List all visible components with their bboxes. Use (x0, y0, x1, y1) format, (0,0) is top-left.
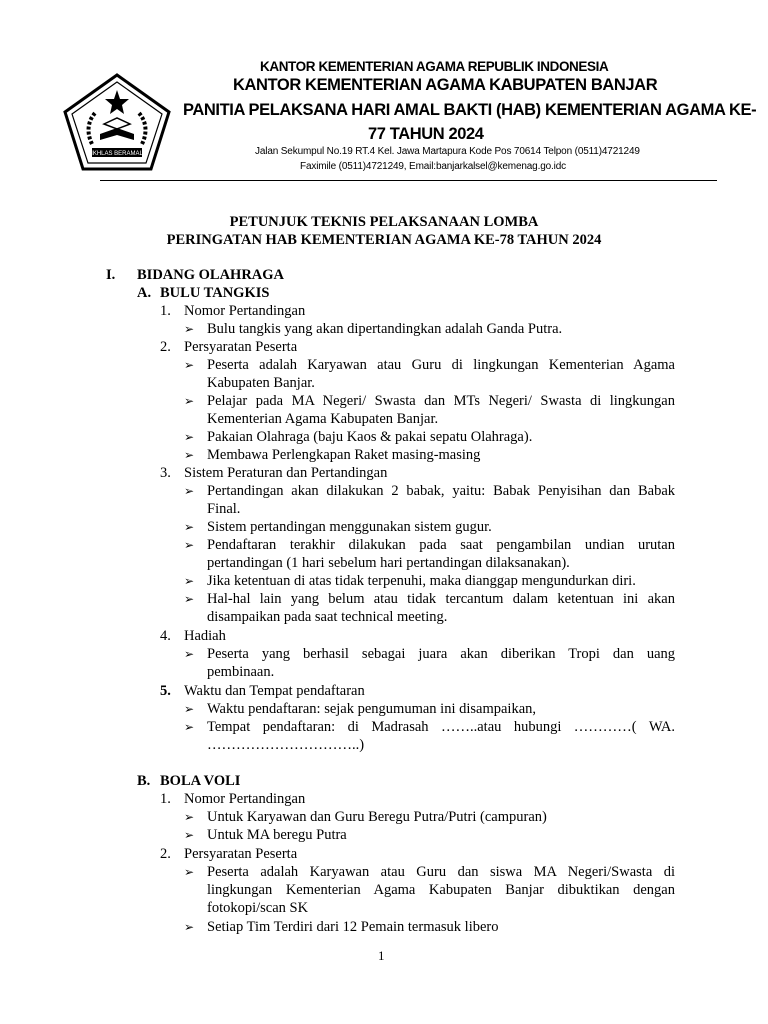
letterhead-divider (100, 180, 717, 181)
bullet-text-continued: Kabupaten Banjar. (207, 375, 315, 391)
bullet-text-continued: pembinaan. (207, 664, 275, 680)
bullet-text: Tempat pendaftaran: di Madrasah ……..atau hubungi …………( WA. (207, 719, 675, 735)
bullet-arrow-icon: ➢ (184, 574, 195, 588)
bullet-text: Peserta adalah Karyawan atau Guru di lingkungan Kementerian Agama (207, 357, 675, 373)
section-numeral: I. (106, 267, 116, 283)
bullet-text-continued: Final. (207, 501, 241, 517)
bullet-arrow-icon: ➢ (184, 538, 195, 552)
document-title-line-1: PETUNJUK TEKNIS PELAKSANAAN LOMBA (229, 214, 539, 230)
bullet-text: Jika ketentuan di atas tidak terpenuhi, maka dianggap mengundurkan diri. (207, 573, 636, 589)
kemenag-logo-icon (62, 72, 172, 172)
bullet-arrow-icon: ➢ (184, 520, 195, 534)
subsection-letter: A. (137, 285, 152, 301)
bullet-text: Peserta yang berhasil sebagai juara akan diberikan Tropi dan uang (207, 646, 675, 662)
letterhead-line-1: KANTOR KEMENTERIAN AGAMA REPUBLIK INDONESIA (260, 59, 609, 74)
bullet-text-continued: …………………………..) (207, 737, 365, 753)
bullet-arrow-icon: ➢ (184, 394, 195, 408)
item-label: Waktu dan Tempat pendaftaran (184, 683, 365, 699)
item-number: 1. (160, 303, 171, 319)
item-label: Persyaratan Peserta (184, 846, 298, 862)
bullet-arrow-icon: ➢ (184, 810, 195, 824)
item-label: Persyaratan Peserta (184, 339, 298, 355)
bullet-text: Pakaian Olahraga (baju Kaos & pakai sepatu Olahraga). (207, 429, 533, 445)
letterhead-line-4: 77 TAHUN 2024 (368, 125, 484, 143)
letterhead-address: Jalan Sekumpul No.19 RT.4 Kel. Jawa Martapura Kode Pos 70614 Telpon (0511)4721249 (255, 146, 640, 157)
bullet-text: Untuk MA beregu Putra (207, 827, 347, 843)
bullet-text: Bulu tangkis yang akan dipertandingkan adalah Ganda Putra. (207, 321, 563, 337)
bullet-text: Pendaftaran terakhir dilakukan pada saat pengambilan undian urutan (207, 537, 675, 553)
bullet-text-continued: lingkungan Kementerian Agama Kabupaten Banjar dibuktikan dengan (207, 882, 675, 898)
bullet-text-continued: Kementerian Agama Kabupaten Banjar. (207, 411, 439, 427)
letterhead-line-2: KANTOR KEMENTERIAN AGAMA KABUPATEN BANJAR (233, 76, 658, 94)
item-label: Nomor Pertandingan (184, 791, 306, 807)
letterhead-contact: Faximile (0511)4721249, Email:banjarkalsel@kemenag.go.idc (300, 161, 567, 172)
item-number: 5. (160, 683, 171, 699)
bullet-arrow-icon: ➢ (184, 358, 195, 372)
bullet-text: Sistem pertandingan menggunakan sistem gugur. (207, 519, 492, 535)
bullet-arrow-icon: ➢ (184, 484, 195, 498)
document-title-line-2: PERINGATAN HAB KEMENTERIAN AGAMA KE-78 TAHUN 2024 (166, 232, 602, 248)
item-label: Hadiah (184, 628, 226, 644)
item-number: 1. (160, 791, 171, 807)
bullet-text-continued: fotokopi/scan SK (207, 900, 309, 916)
bullet-arrow-icon: ➢ (184, 448, 195, 462)
bullet-arrow-icon: ➢ (184, 920, 195, 934)
bullet-text: Untuk Karyawan dan Guru Beregu Putra/Putri (campuran) (207, 809, 547, 825)
bullet-arrow-icon: ➢ (184, 647, 195, 661)
bullet-arrow-icon: ➢ (184, 828, 195, 842)
subsection-heading: BOLA VOLI (160, 773, 241, 789)
bullet-text-continued: disampaikan pada saat technical meeting. (207, 609, 448, 625)
item-label: Nomor Pertandingan (184, 303, 306, 319)
bullet-text-continued: pertandingan (1 hari sebelum hari pertandingan dilaksanakan). (207, 555, 570, 571)
bullet-arrow-icon: ➢ (184, 865, 195, 879)
item-number: 2. (160, 846, 171, 862)
item-number: 4. (160, 628, 171, 644)
item-number: 3. (160, 465, 171, 481)
bullet-arrow-icon: ➢ (184, 720, 195, 734)
bullet-text: Setiap Tim Terdiri dari 12 Pemain termasuk libero (207, 919, 499, 935)
bullet-arrow-icon: ➢ (184, 702, 195, 716)
section-heading: BIDANG OLAHRAGA (137, 267, 285, 283)
logo-motto: IKHLAS BERAMAL (91, 151, 143, 157)
bullet-text: Peserta adalah Karyawan atau Guru dan siswa MA Negeri/Swasta di (207, 864, 675, 880)
bullet-arrow-icon: ➢ (184, 430, 195, 444)
item-label: Sistem Peraturan dan Pertandingan (184, 465, 388, 481)
bullet-arrow-icon: ➢ (184, 592, 195, 606)
bullet-text: Pelajar pada MA Negeri/ Swasta dan MTs Negeri/ Swasta di lingkungan (207, 393, 675, 409)
letterhead-line-3: PANITIA PELAKSANA HARI AMAL BAKTI (HAB) KEMENTERIAN AGAMA KE- (183, 101, 757, 119)
subsection-letter: B. (137, 773, 151, 789)
bullet-text: Pertandingan akan dilakukan 2 babak, yaitu: Babak Penyisihan dan Babak (207, 483, 675, 499)
bullet-arrow-icon: ➢ (184, 322, 195, 336)
item-number: 2. (160, 339, 171, 355)
page-number: 1 (378, 948, 385, 963)
bullet-text: Membawa Perlengkapan Raket masing-masing (207, 447, 481, 463)
subsection-heading: BULU TANGKIS (160, 285, 270, 301)
bullet-text: Waktu pendaftaran: sejak pengumuman ini disampaikan, (207, 701, 537, 717)
bullet-text: Hal-hal lain yang belum atau tidak tercantum dalam ketentuan ini akan (207, 591, 675, 607)
